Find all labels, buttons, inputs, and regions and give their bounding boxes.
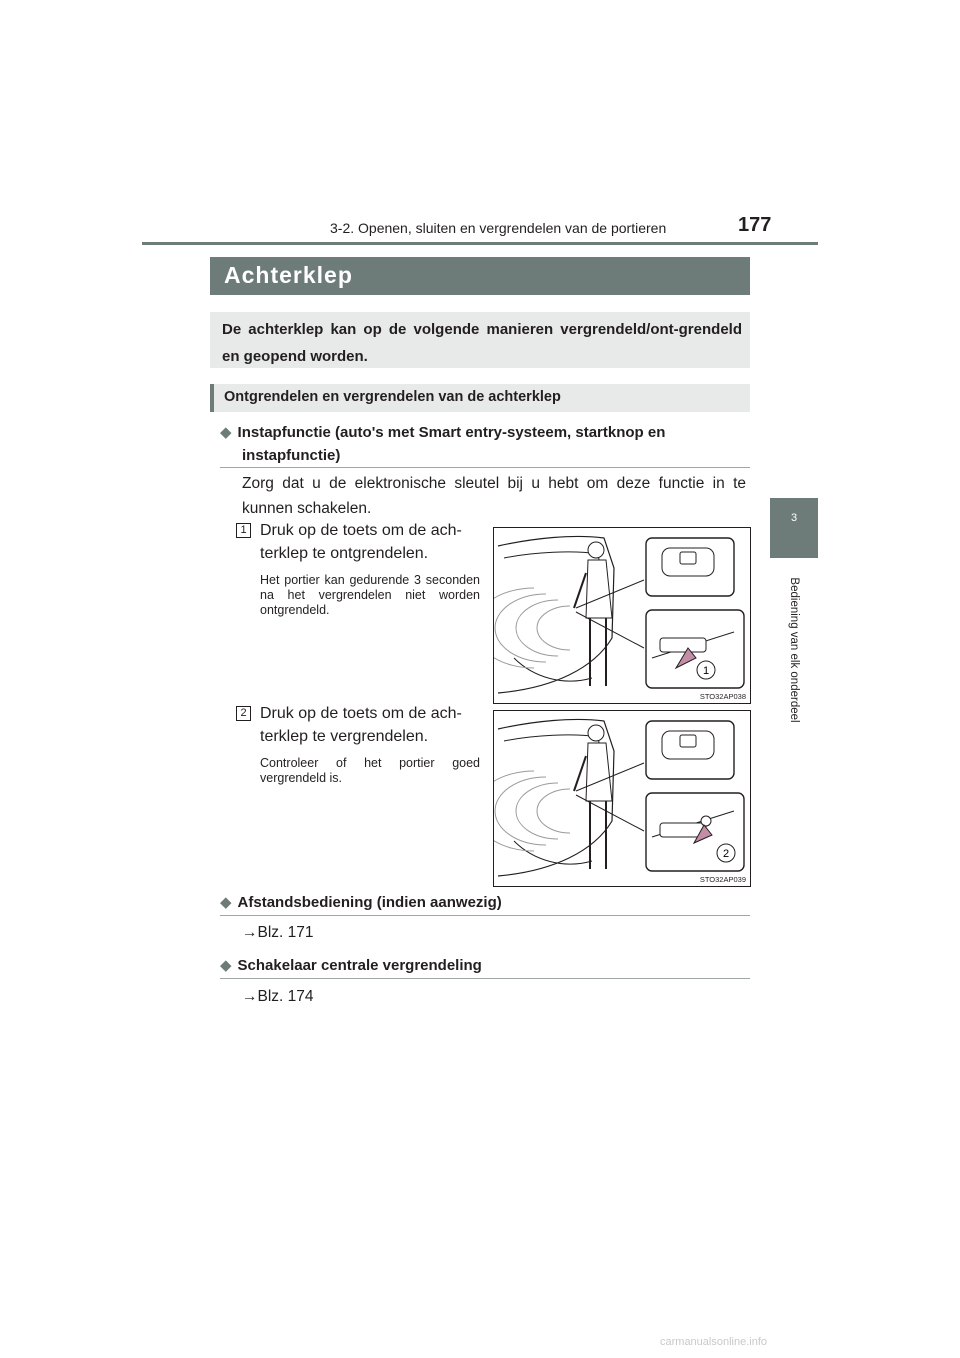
item-title-entry-function: ◆ Instapfunctie (auto's met Smart entry-systeem, startknop en instapfunctie): [220, 424, 666, 464]
figure-code-1: STO32AP038: [699, 692, 746, 701]
figure-lock-tailgate: [493, 710, 751, 887]
diamond-bullet-icon: ◆: [220, 957, 232, 974]
diamond-bullet-icon: ◆: [220, 424, 232, 441]
step-number-2: 2: [236, 706, 251, 721]
step-note-1: Het portier kan gedurende 3 seconden na het vergrendelen niet worden ontgrendeld.: [260, 573, 480, 617]
chapter-tab: [770, 498, 818, 558]
section-title: Achterklep: [224, 262, 353, 288]
chapter-tab-number: 3: [790, 512, 798, 524]
figure-callout-2: 2: [722, 848, 730, 860]
figure-code-2: STO32AP039: [699, 875, 746, 884]
item-divider: [220, 915, 750, 916]
chapter-title: 3-2. Openen, sluiten en vergrendelen van de portieren: [330, 220, 667, 236]
page-reference-174: →Blz. 174: [242, 988, 314, 1005]
watermark: carmanualsonline.info: [660, 1336, 768, 1348]
figure-unlock-tailgate: [493, 527, 751, 704]
tailgate-illustration-lock: [494, 711, 750, 886]
item-body-text: Zorg dat u de elektronische sleutel bij u hebt om deze functie in te kunnen schakelen.: [242, 475, 746, 517]
header-divider: [142, 242, 818, 245]
chapter-tab-label: Bediening van elk onderdeel: [788, 577, 800, 723]
subsection-title: Ontgrendelen en vergrendelen van de achterklep: [224, 389, 561, 405]
step-note-2: Controleer of het portier goed vergrendeld is.: [260, 756, 480, 785]
item-divider: [220, 978, 750, 979]
step-text-1: Druk op de toets om de ach-terklep te ontgrendelen.: [260, 522, 462, 562]
tailgate-illustration: [494, 528, 750, 703]
step-text-2: Druk op de toets om de ach-terklep te vergrendelen.: [260, 705, 462, 745]
figure-callout-1: 1: [702, 665, 710, 677]
item-divider: [220, 467, 750, 468]
page-reference-171: →Blz. 171: [242, 924, 314, 941]
diamond-bullet-icon: ◆: [220, 894, 232, 911]
intro-text: De achterklep kan op de volgende manieren vergrendeld/ont-grendeld en geopend worden.: [222, 321, 742, 365]
item-title-remote: ◆ Afstandsbediening (indien aanwezig): [220, 894, 502, 911]
item-title-central-lock: ◆ Schakelaar centrale vergrendeling: [220, 957, 482, 974]
step-number-1: 1: [236, 523, 251, 538]
page-number: 177: [738, 214, 772, 236]
